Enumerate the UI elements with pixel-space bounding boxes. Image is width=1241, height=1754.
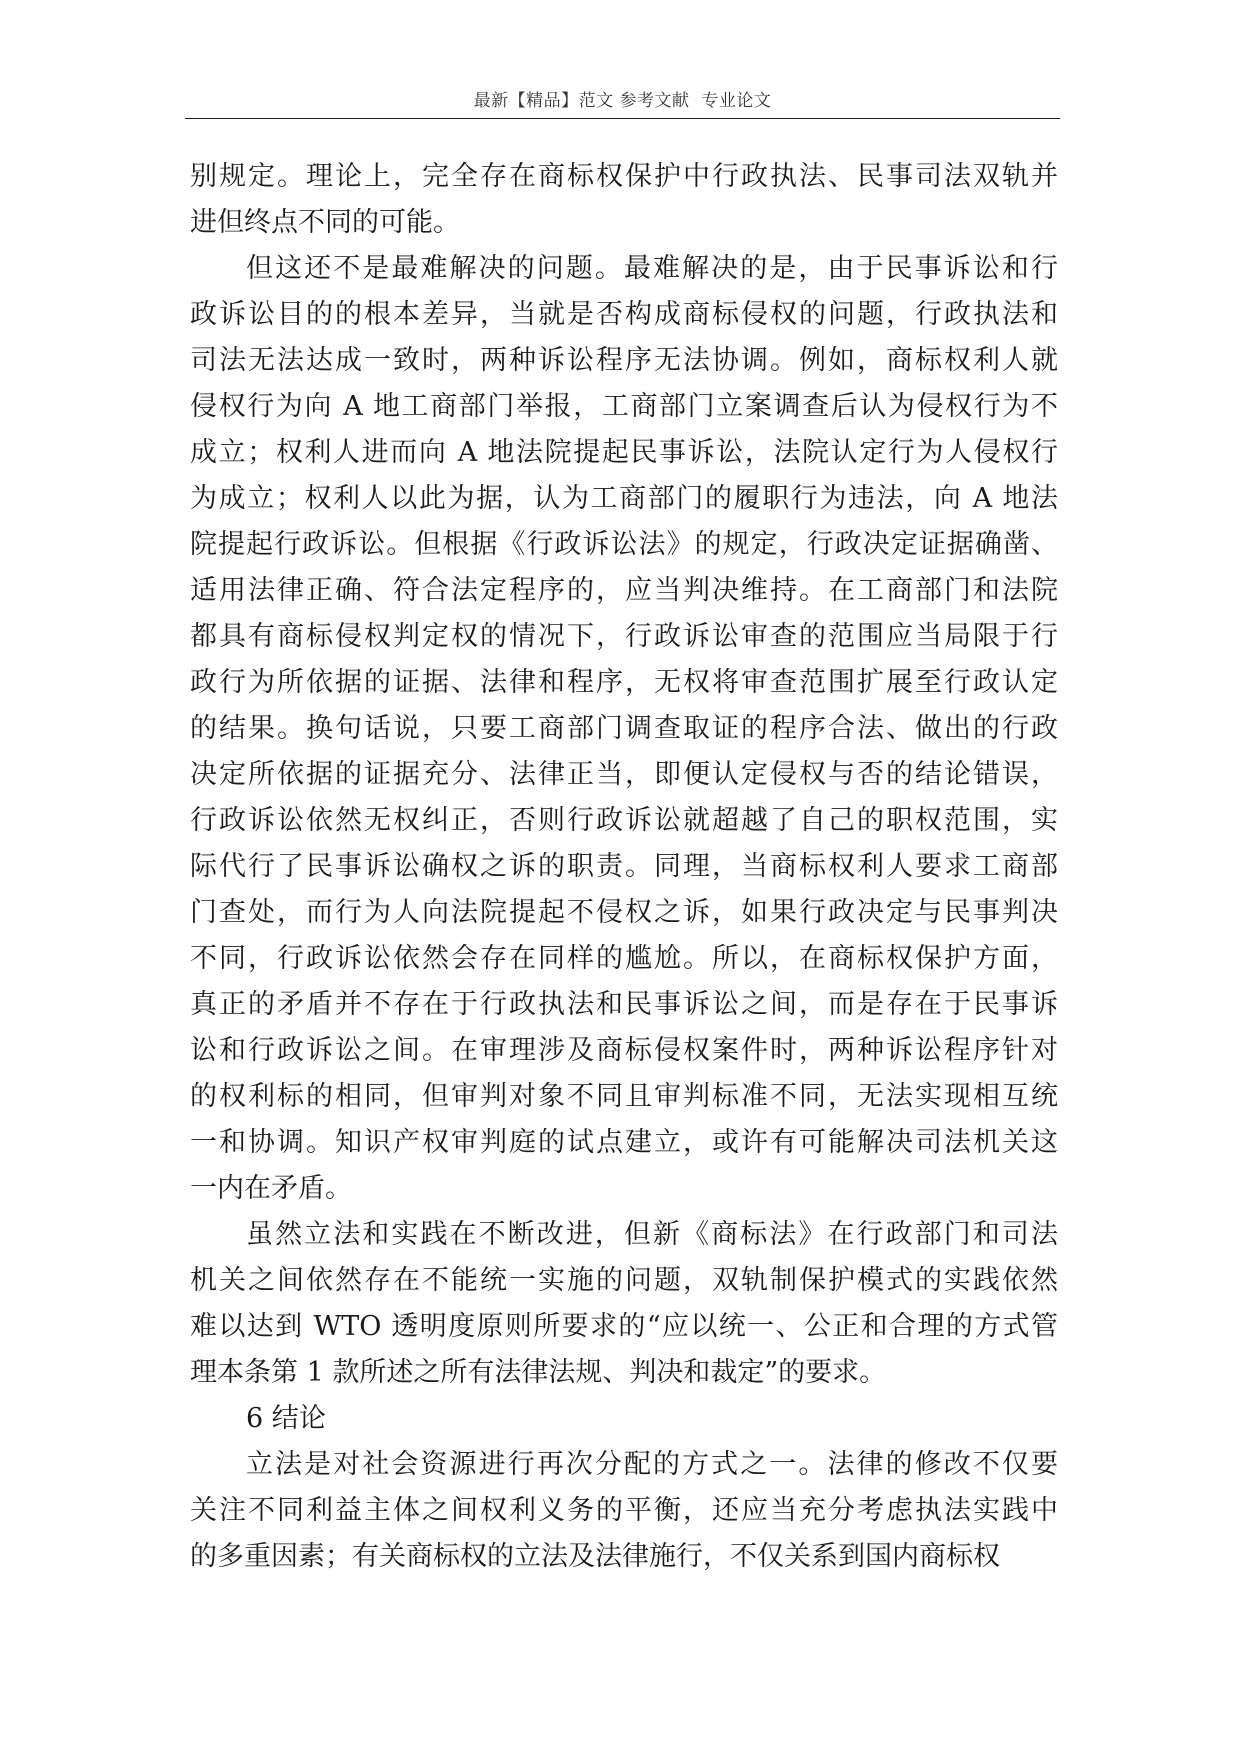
- text-line: 院提起行政诉讼。但根据《行政诉讼法》的规定，行政决定证据确凿、: [190, 529, 1058, 560]
- text-line: 成立；权利人进而向 A 地法院提起民事诉讼，法院认定行为人侵权行: [190, 437, 1058, 468]
- text-line: 门查处，而行为人向法院提起不侵权之诉，如果行政决定与民事判决: [190, 897, 1058, 928]
- text-line: 适用法律正确、符合法定程序的，应当判决维持。在工商部门和法院: [190, 575, 1058, 606]
- text-line: 进但终点不同的可能。: [190, 207, 460, 238]
- text-line: 别规定。理论上，完全存在商标权保护中行政执法、民事司法双轨并: [190, 161, 1058, 192]
- text-line: 际代行了民事诉讼确权之诉的职责。同理，当商标权利人要求工商部: [190, 851, 1058, 882]
- text-line: 难以达到 WTO 透明度原则所要求的“应以统一、公正和合理的方式管: [190, 1311, 1058, 1342]
- paragraph: [190, 1396, 1058, 1442]
- text-line: 讼和行政诉讼之间。在审理涉及商标侵权案件时，两种诉讼程序针对: [190, 1035, 1058, 1066]
- paragraph: [190, 1212, 1058, 1396]
- header-text: 最新【精品】范文 参考文献 专业论文: [473, 91, 772, 111]
- text-line: 不同，行政诉讼依然会存在同样的尴尬。所以，在商标权保护方面，: [190, 943, 1058, 974]
- text-line: 一和协调。知识产权审判庭的试点建立，或许有可能解决司法机关这: [190, 1127, 1058, 1158]
- text-line: 一内在矛盾。: [190, 1173, 352, 1204]
- page-header: [185, 86, 1060, 119]
- text-line: 都具有商标侵权判定权的情况下，行政诉讼审查的范围应当局限于行: [190, 621, 1058, 652]
- text-line: 为成立；权利人以此为据，认为工商部门的履职行为违法，向 A 地法: [190, 483, 1058, 514]
- text-line: 政诉讼目的的根本差异，当就是否构成商标侵权的问题，行政执法和: [190, 299, 1058, 330]
- text-line: 立法是对社会资源进行再次分配的方式之一。法律的修改不仅要: [246, 1449, 1058, 1480]
- text-line: 决定所依据的证据充分、法律正当，即便认定侵权与否的结论错误，: [190, 759, 1058, 790]
- text-line: 行政诉讼依然无权纠正，否则行政诉讼就超越了自己的职权范围，实: [190, 805, 1058, 836]
- text-line: 虽然立法和实践在不断改进，但新《商标法》在行政部门和司法: [246, 1219, 1058, 1250]
- text-line: 理本条第 1 款所述之所有法律法规、判决和裁定”的要求。: [190, 1357, 887, 1388]
- text-line: 真正的矛盾并不存在于行政执法和民事诉讼之间，而是存在于民事诉: [190, 989, 1058, 1020]
- text-line: 6 结论: [246, 1403, 326, 1434]
- text-line: 但这还不是最难解决的问题。最难解决的是，由于民事诉讼和行: [246, 253, 1058, 284]
- text-line: 机关之间依然存在不能统一实施的问题，双轨制保护模式的实践依然: [190, 1265, 1058, 1296]
- text-line: 侵权行为向 A 地工商部门举报，工商部门立案调查后认为侵权行为不: [190, 391, 1058, 422]
- text-line: 的结果。换句话说，只要工商部门调查取证的程序合法、做出的行政: [190, 713, 1058, 744]
- text-line: 司法无法达成一致时，两种诉讼程序无法协调。例如，商标权利人就: [190, 345, 1058, 376]
- body-text: [190, 154, 1058, 1580]
- paragraph: [190, 246, 1058, 1212]
- text-line: 的多重因素；有关商标权的立法及法律施行，不仅关系到国内商标权: [190, 1541, 1000, 1572]
- paragraph: [190, 1442, 1058, 1580]
- text-line: 政行为所依据的证据、法律和程序，无权将审查范围扩展至行政认定: [190, 667, 1058, 698]
- text-line: 的权利标的相同，但审判对象不同且审判标准不同，无法实现相互统: [190, 1081, 1058, 1112]
- paragraph: [190, 154, 1058, 246]
- text-line: 关注不同利益主体之间权利义务的平衡，还应当充分考虑执法实践中: [190, 1495, 1058, 1526]
